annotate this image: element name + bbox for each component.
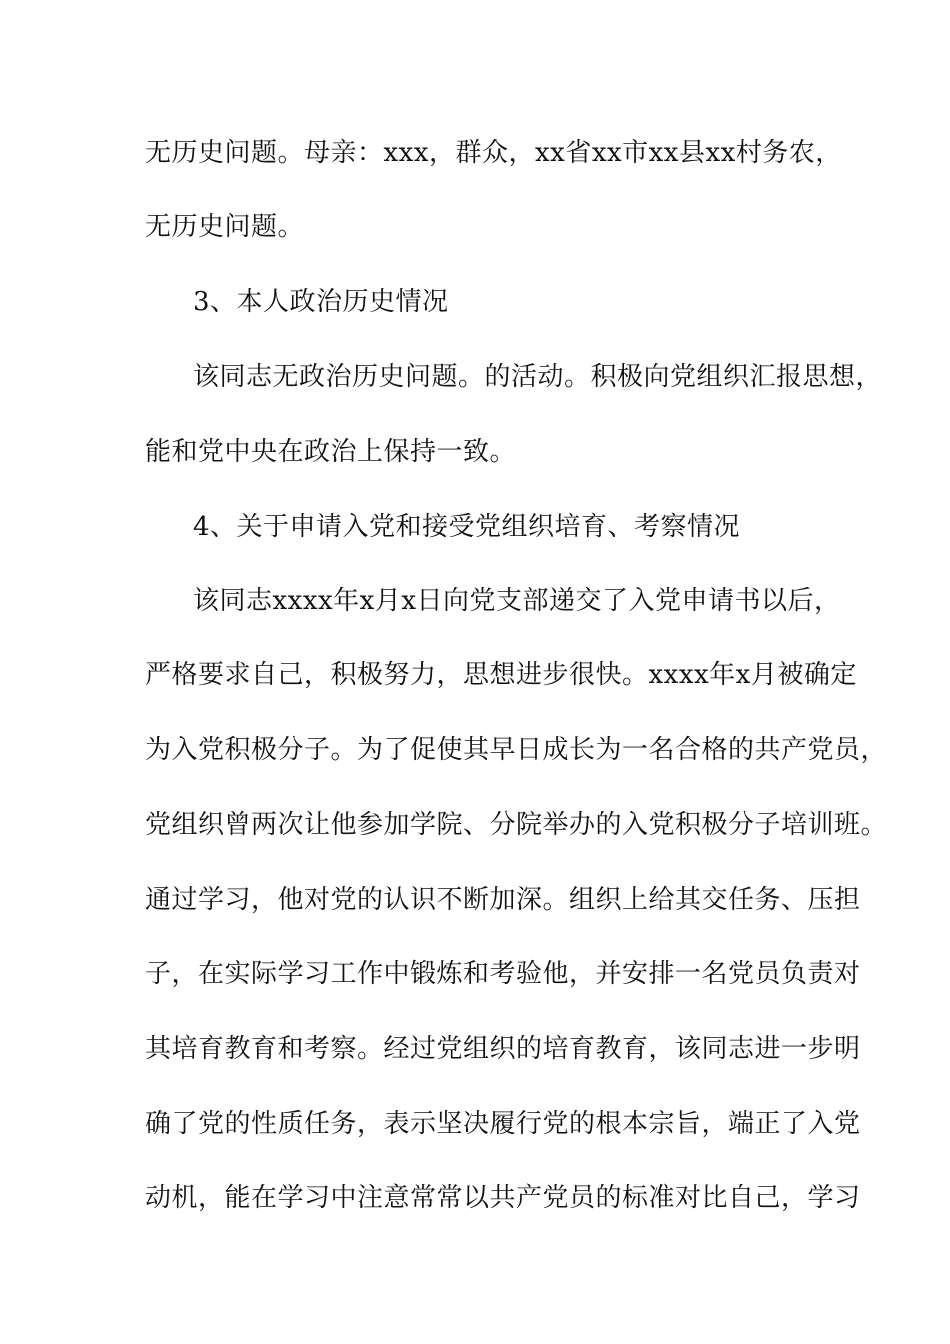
body-text-line: 无历史问题。母亲：xxx，群众，xx省xx市xx县xx村务农， (145, 138, 842, 168)
body-text-line: 确了党的性质任务，表示坚决履行党的根本宗旨，端正了入党 (145, 1109, 861, 1139)
body-text-line: 能和党中央在政治上保持一致。 (145, 437, 517, 467)
section-heading-3: 3、本人政治历史情况 (193, 287, 449, 317)
body-text-line: 通过学习，他对党的认识不断加深。组织上给其交任务、压担 (145, 885, 861, 915)
paragraph-start: 该同志无政治历史问题。的活动。积极向党组织汇报思想， (193, 362, 883, 392)
body-text-line: 严格要求自己，积极努力，思想进步很快。xxxx年x月被确定 (145, 660, 857, 690)
section-heading-4: 4、关于申请入党和接受党组织培育、考察情况 (193, 512, 741, 542)
body-text-line: 子，在实际学习工作中锻炼和考验他，并安排一名党员负责对 (145, 959, 861, 989)
body-text-line: 动机，能在学习中注意常常以共产党员的标准对比自己，学习 (145, 1183, 861, 1213)
paragraph-start: 该同志xxxx年x月x日向党支部递交了入党申请书以后， (193, 586, 841, 616)
body-text-line: 党组织曾两次让他参加学院、分院举办的入党积极分子培训班。 (145, 810, 888, 840)
body-text-line: 其培育教育和考察。经过党组织的培育教育，该同志进一步明 (145, 1034, 861, 1064)
body-text-line: 无历史问题。 (145, 212, 305, 242)
body-text-line: 为入党积极分子。为了促使其早日成长为一名合格的共产党员， (145, 735, 888, 765)
